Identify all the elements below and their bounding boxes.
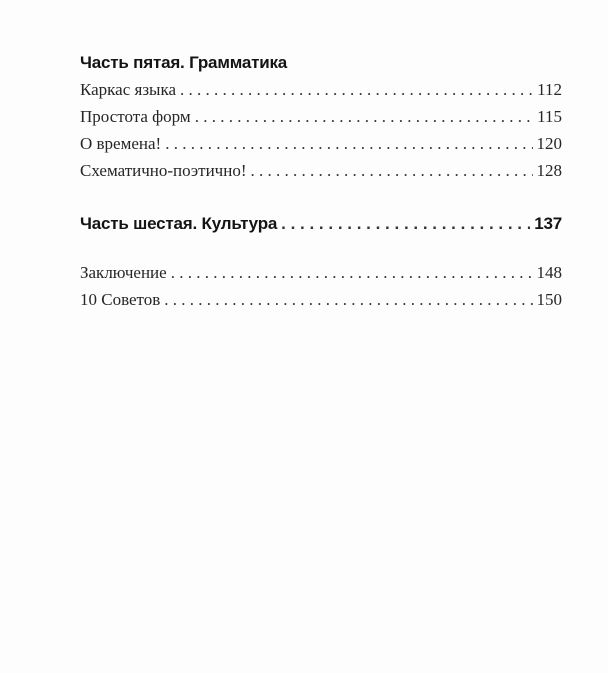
toc-entry-page: 115 [537, 107, 562, 126]
toc-entry-page: 148 [536, 263, 562, 282]
toc-entry [80, 157, 562, 184]
section-spacer [80, 237, 562, 259]
toc-entry-title: О времена! [80, 134, 162, 153]
part-six-title: Часть шестая. Культура [80, 214, 278, 233]
toc-entry [80, 76, 562, 103]
part-five-heading: Часть пятая. Грамматика [80, 53, 288, 72]
dot-leader [164, 286, 532, 313]
dot-leader [250, 157, 532, 184]
toc-entry-title: Заключение [80, 263, 167, 282]
part-six-page: 137 [534, 214, 562, 233]
toc-entry-page: 150 [536, 290, 562, 309]
toc-entry-page: 112 [537, 80, 562, 99]
dot-leader [165, 130, 532, 157]
toc-entry-title: Каркас языка [80, 80, 177, 99]
toc-entry-page: 128 [536, 161, 562, 180]
dot-leader [195, 103, 533, 130]
table-of-contents [80, 50, 562, 313]
toc-entry [80, 103, 562, 130]
toc-entry-title: 10 Советов [80, 290, 161, 309]
dot-leader [171, 259, 533, 286]
toc-entry [80, 259, 562, 286]
toc-entry-title: Схематично-поэтично! [80, 161, 247, 180]
section-spacer [80, 184, 562, 210]
toc-entry [80, 130, 562, 157]
part-six-entry [80, 210, 562, 237]
dot-leader [180, 76, 533, 103]
dot-leader [281, 210, 530, 237]
toc-entry [80, 286, 562, 313]
toc-entry-page: 120 [536, 134, 562, 153]
toc-entry-title: Простота форм [80, 107, 191, 126]
